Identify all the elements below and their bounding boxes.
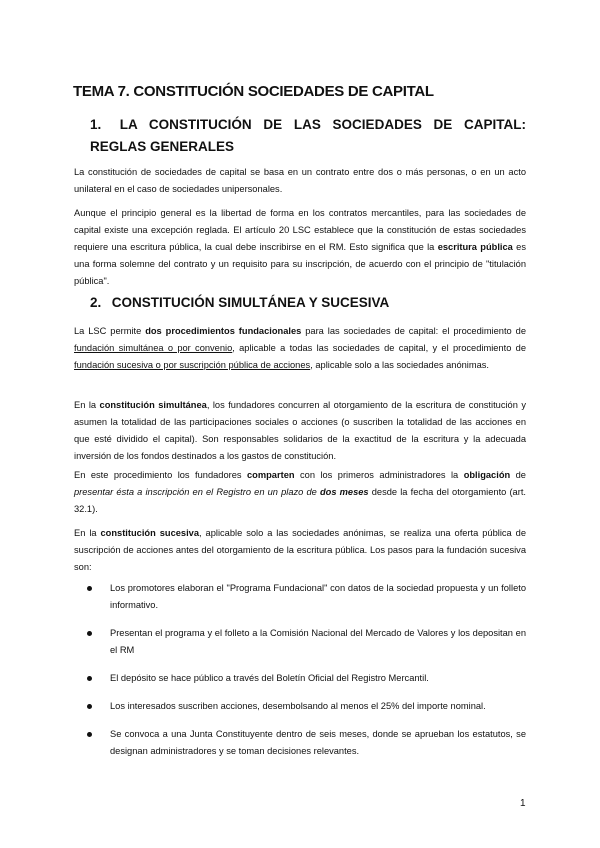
paragraph (74, 205, 526, 290)
bullet-icon (87, 631, 92, 636)
bold-term: escritura pública (437, 242, 513, 252)
bold-term: constitución simultánea (99, 400, 207, 410)
page-number: 1 (520, 798, 526, 809)
list-item-text: Los promotores elaboran el "Programa Fundacional" con datos de la sociedad propuesta y un folleto informativo. (110, 583, 526, 610)
section-number: 1. (90, 117, 102, 132)
section-heading-2 (90, 292, 526, 314)
foundation-steps-list (74, 580, 526, 771)
bold-term: obligación (463, 470, 511, 480)
section-heading-1 (90, 114, 526, 158)
list-item-text: Presentan el programa y el folleto a la Comisión Nacional del Mercado de Valores y los depositan en el RM (110, 628, 526, 655)
paragraph (74, 467, 526, 518)
paragraph-text: de (510, 470, 526, 480)
italic-text: presentar ésta a inscripción en el Registro en un plazo de (74, 487, 320, 497)
paragraph (74, 525, 526, 576)
paragraph-text: , aplicable a todas las sociedades de capital, y el procedimiento de (232, 343, 526, 353)
list-item (74, 625, 526, 659)
paragraph (74, 164, 526, 198)
bold-italic-term: dos meses (319, 487, 369, 497)
paragraph-text: para las sociedades de capital: el procedimiento de (301, 326, 526, 336)
paragraph-text: , los fundadores concurren al otorgamiento de la escritura de constitución y asumen la totalidad de las participaciones sociales o acciones (o suscriben la totalidad de las acciones en que esté dividido el capital). Son responsables solidarios de la exactitud de la escritura y la adecuada inversión de los fondos destinados a los gastos de constitución. (74, 400, 526, 461)
paragraph-text: , aplicable solo a las sociedades anónimas, se realiza una oferta pública de suscripción de acciones antes del otorgamiento de la escritura pública. Los pasos para la fundación sucesiva son: (74, 528, 526, 572)
paragraph-text: Aunque el principio general es la libertad de forma en los contratos mercantiles, para las sociedades de capital existe una excepción reglada. El artículo 20 LSC establece que la constitución de estas sociedades requiere una escritura pública, la cual debe inscribirse en el RM. Esto significa que la (74, 208, 526, 252)
bold-term: constitución sucesiva (100, 528, 200, 538)
underlined-term: fundación simultánea o por convenio (74, 343, 233, 353)
section-heading-text: CONSTITUCIÓN SIMULTÁNEA Y SUCESIVA (111, 295, 390, 310)
list-item (74, 580, 526, 614)
bold-term: comparten (247, 470, 295, 480)
paragraph-text: La LSC permite (74, 326, 146, 336)
paragraph-text: En este procedimiento los fundadores (74, 470, 248, 480)
paragraph-text: desde la fecha del otorgamiento (art. 32.1). (74, 487, 526, 514)
list-item (74, 698, 526, 715)
paragraph-text: La constitución de sociedades de capital se basa en un contrato entre dos o más personas, o en un acto unilateral en el caso de sociedades unipersonales. (74, 167, 526, 194)
paragraph-text: es una forma solemne del contrato y un requisito para su inscripción, de acuerdo con el principio de "titulación pública". (74, 242, 526, 286)
list-item-text: El depósito se hace público a través del Boletín Oficial del Registro Mercantil. (110, 673, 429, 683)
list-item (74, 726, 526, 760)
list-item (74, 670, 526, 687)
paragraph-text: , aplicable solo a las sociedades anónimas. (310, 360, 490, 370)
bullet-icon (87, 586, 92, 591)
bullet-icon (87, 676, 92, 681)
underlined-term: fundación sucesiva o por suscripción pública de acciones (74, 360, 311, 370)
bullet-icon (87, 732, 92, 737)
bold-term: dos procedimientos fundacionales (145, 326, 302, 336)
document-title: TEMA 7. CONSTITUCIÓN SOCIEDADES DE CAPITAL (73, 83, 434, 100)
paragraph-text: En la (74, 528, 101, 538)
section-number: 2. (90, 295, 102, 310)
list-item-text: Los interesados suscriben acciones, desembolsando al menos el 25% del importe nominal. (110, 701, 486, 711)
bullet-icon (87, 704, 92, 709)
paragraph (74, 397, 526, 465)
paragraph-text: En la (74, 400, 100, 410)
list-item-text: Se convoca a una Junta Constituyente dentro de seis meses, donde se aprueban los estatutos, se designan administradores y se toman decisiones relevantes. (110, 729, 526, 756)
section-heading-text: LA CONSTITUCIÓN DE LAS SOCIEDADES DE CAPITAL: REGLAS GENERALES (90, 117, 526, 154)
paragraph-text: con los primeros administradores la (294, 470, 464, 480)
paragraph (74, 323, 526, 374)
